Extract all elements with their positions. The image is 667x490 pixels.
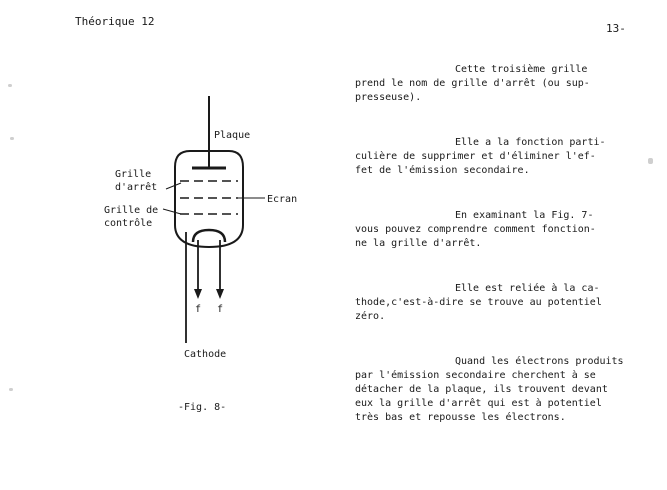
figure-caption: -Fig. 8-	[178, 402, 227, 413]
scan-speck	[648, 158, 653, 164]
label-grille-arret-1: Grille	[115, 169, 152, 180]
paragraph-line: par l'émission secondaire cherchent à se	[355, 370, 596, 381]
label-grille-arret-2: d'arrêt	[115, 182, 158, 193]
document-header-title: Théorique 12	[75, 15, 155, 28]
label-filament-left: f	[195, 304, 202, 315]
label-cathode: Cathode	[184, 349, 227, 360]
scan-speck	[9, 388, 13, 391]
label-ecran: Ecran	[267, 194, 298, 205]
label-filament-right: f	[217, 304, 224, 315]
paragraph-line: très bas et repousse les électrons.	[355, 412, 566, 423]
paragraph-line: En examinant la Fig. 7-	[455, 210, 594, 221]
filament-arrow-left	[194, 289, 202, 299]
label-grille-controle-2: contrôle	[104, 218, 153, 229]
paragraph-line: Elle est reliée à la ca-	[455, 283, 600, 294]
leader-suppressor-grid	[166, 183, 181, 189]
paragraph-line: vous pouvez comprendre comment fonction-	[355, 224, 596, 235]
paragraph-line: zéro.	[355, 311, 386, 322]
label-grille-controle-1: Grille de	[104, 205, 159, 216]
page-number: 13-	[606, 22, 626, 35]
paragraph-line: détacher de la plaque, ils trouvent devant	[355, 384, 608, 395]
scan-speck	[10, 137, 14, 140]
paragraph-line: prend le nom de grille d'arrêt (ou sup-	[355, 78, 590, 89]
paragraph-line: ne la grille d'arrêt.	[355, 238, 482, 249]
paragraph-line: Cette troisième grille	[455, 64, 588, 75]
label-plaque: Plaque	[214, 130, 251, 141]
paragraph-line: presseuse).	[355, 92, 422, 103]
paragraph-line: Quand les électrons produits	[455, 356, 624, 367]
paragraph-line: Elle a la fonction parti-	[455, 137, 606, 148]
paragraph-line: fet de l'émission secondaire.	[355, 165, 530, 176]
leader-control-grid	[163, 209, 181, 214]
paragraph-line: eux la grille d'arrêt qui est à potentiel	[355, 398, 602, 409]
scan-speck	[8, 84, 12, 87]
paragraph-line: culière de supprimer et d'éliminer l'ef-	[355, 151, 596, 162]
paragraph-line: thode,c'est-à-dire se trouve au potentiel	[355, 297, 602, 308]
filament-arrow-right	[216, 289, 224, 299]
